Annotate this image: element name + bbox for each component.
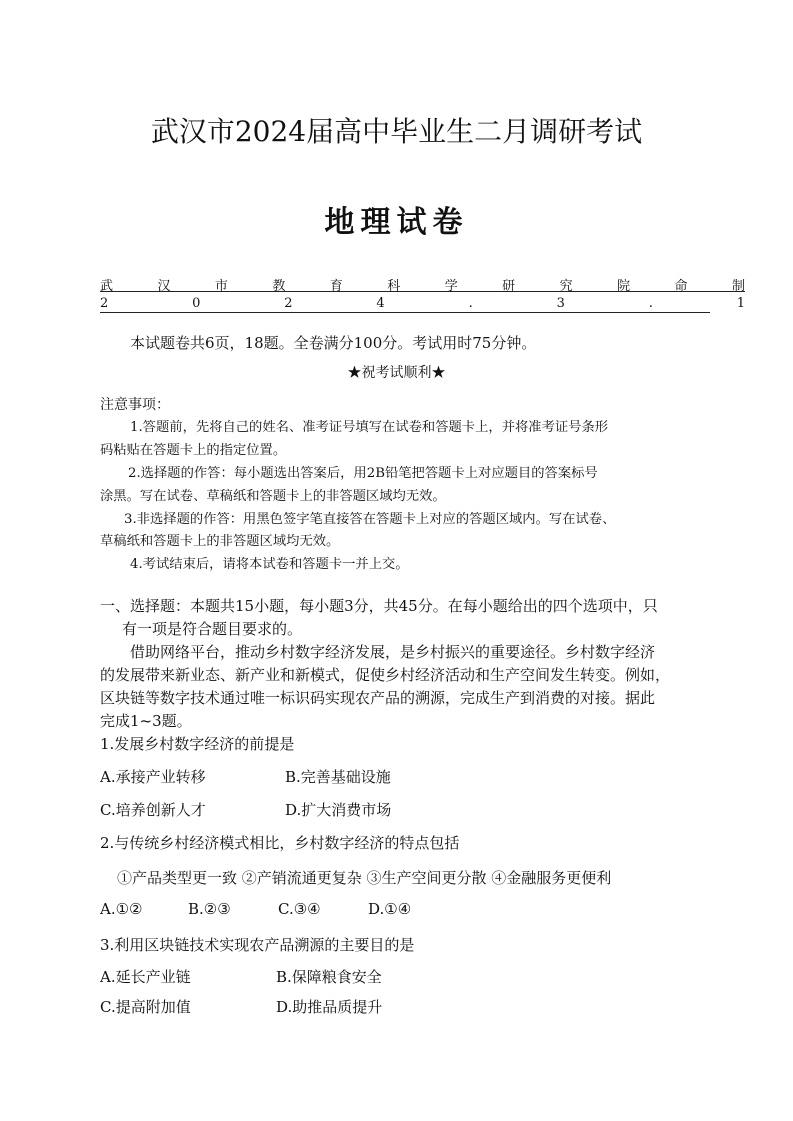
passage-line: 的发展带来新业态、新产业和新模式，促使乡村经济活动和生产空间发生转变。例如， (100, 666, 671, 684)
institution-char: 研 (502, 279, 516, 294)
question-2-option-a: A.①② (100, 900, 143, 918)
institution-char: 学 (444, 279, 458, 294)
date-char: 4 (376, 296, 385, 311)
note-line: 3.非选择题的作答：用黑色签字笔直接答在答题卡上对应的答题区域内。写在试卷、 (124, 512, 616, 527)
institution-char: 命 (674, 279, 688, 294)
institution-char: 市 (214, 279, 228, 294)
passage-line: 借助网络平台，推动乡村数字经济发展，是乡村振兴的重要途径。乡村数字经济 (130, 643, 656, 661)
exam-title: 武汉市2024届高中毕业生二月调研考试 (150, 115, 643, 148)
institution-char: 院 (617, 279, 631, 294)
date-char: . (468, 296, 473, 311)
institution-char: 制 (731, 279, 745, 294)
date-char: 1 (736, 296, 745, 311)
good-luck-text: ★祝考试顺利★ (347, 365, 446, 381)
date-char: 0 (192, 296, 201, 311)
question-1-option-c: C.培养创新人才 (100, 801, 206, 819)
institution-char: 教 (272, 279, 286, 294)
note-line: 4.考试结束后，请将本试卷和答题卡一并上交。 (130, 557, 409, 572)
exam-intro: 本试题卷共6页，18题。全卷满分100分。考试用时75分钟。 (130, 334, 537, 352)
question-2-option-b: B.②③ (188, 900, 231, 918)
question-2-option-d: D.①④ (368, 900, 412, 918)
institution-rule (100, 291, 745, 292)
question-1-option-a: A.承接产业转移 (100, 768, 206, 786)
note-line: 1.答题前，先将自己的姓名、准考证号填写在试卷和答题卡上，并将准考证号条形 (130, 420, 609, 435)
date-char: 2 (100, 296, 109, 311)
date-char: 2 (284, 296, 293, 311)
question-3-option-d: D.助推品质提升 (276, 998, 383, 1016)
question-2-option-c: C.③④ (278, 900, 321, 918)
note-line: 涂黑。写在试卷、草稿纸和答题卡上的非答题区域均无效。 (100, 489, 446, 504)
date-char: . (648, 296, 653, 311)
question-2-statements: ①产品类型更一致 ②产销流通更复杂 ③生产空间更分散 ④金融服务更便利 (117, 869, 612, 887)
institution-char: 究 (559, 279, 573, 294)
institution-char: 汉 (157, 279, 171, 294)
institution-char: 武 (100, 279, 114, 294)
passage-line: 完成1~3题。 (100, 712, 192, 730)
date-rule (100, 312, 710, 313)
section-heading: 一、选择题：本题共15小题，每小题3分，共45分。在每小题给出的四个选项中，只 (100, 597, 658, 615)
section-heading-cont: 有一项是符合题目要求的。 (122, 620, 303, 638)
institution-char: 科 (387, 279, 401, 294)
note-line: 2.选择题的作答：每小题选出答案后，用2B铅笔把答题卡上对应题目的答案标号 (128, 466, 598, 481)
note-line: 草稿纸和答题卡上的非答题区域均无效。 (100, 534, 340, 549)
question-3-option-c: C.提高附加值 (100, 998, 191, 1016)
question-3-option-b: B.保障粮食安全 (276, 968, 382, 986)
question-1-option-d: D.扩大消费市场 (285, 801, 392, 819)
note-line: 码粘贴在答题卡上的指定位置。 (100, 443, 287, 458)
question-1-option-b: B.完善基础设施 (285, 768, 391, 786)
notes-heading: 注意事项： (100, 397, 170, 413)
date-char: 3 (556, 296, 565, 311)
question-3-stem: 3.利用区块链技术实现农产品溯源的主要目的是 (100, 936, 415, 954)
date-line (100, 296, 745, 311)
question-1-stem: 1.发展乡村数字经济的前提是 (100, 735, 295, 753)
subject-title: 地理试卷 (324, 205, 469, 240)
institution-char: 育 (329, 279, 343, 294)
question-2-stem: 2.与传统乡村经济模式相比，乡村数字经济的特点包括 (100, 834, 460, 852)
passage-line: 区块链等数字技术通过唯一标识码实现农产品的溯源，完成生产到消费的对接。据此 (100, 689, 656, 707)
question-3-option-a: A.延长产业链 (100, 968, 191, 986)
